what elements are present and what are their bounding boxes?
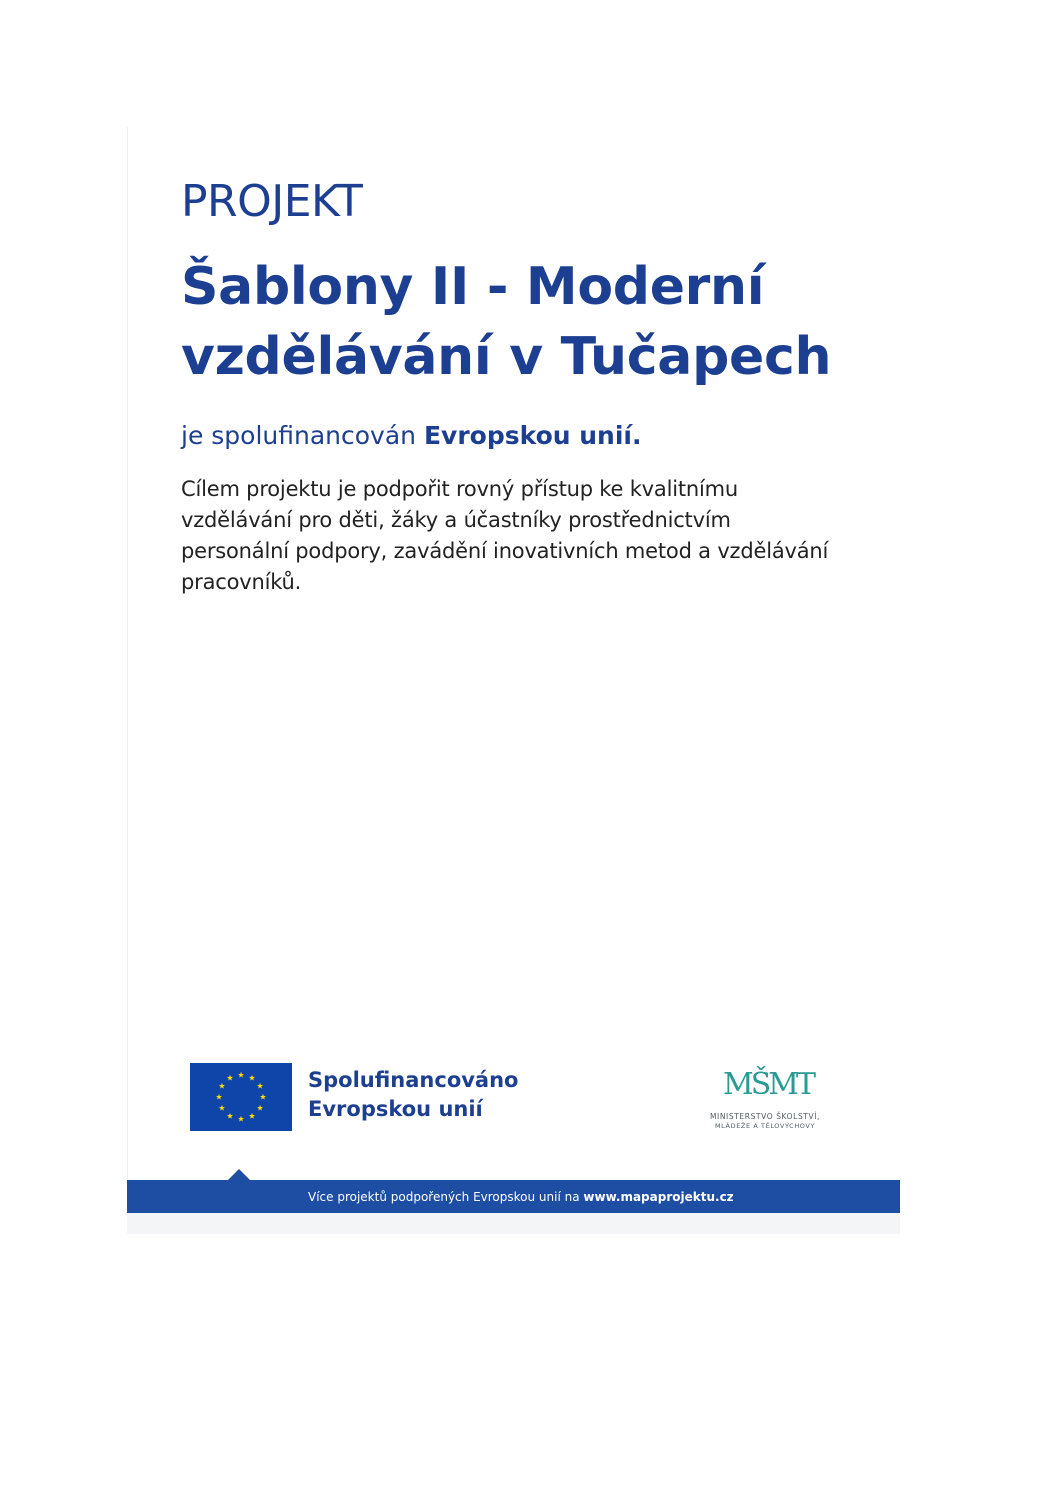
eu-cofinancing-logo-text (308, 1066, 518, 1124)
eu-logo-line-2: Evropskou unií (308, 1097, 483, 1121)
project-title-line-1: Šablony II - Moderní (181, 257, 765, 317)
cofinancing-emphasis: Evropskou unií. (423, 421, 642, 450)
eu-star-icon (238, 1116, 244, 1122)
description-line-4: pracovníků. (181, 570, 302, 594)
eu-star-icon (257, 1105, 263, 1111)
description-line-2: vzdělávání pro děti, žáky a účastníky prostřednictvím (181, 508, 731, 532)
project-label: PROJEKT (181, 176, 363, 227)
eu-star-icon (227, 1113, 233, 1119)
project-title-line-2: vzdělávání v Tučapech (181, 327, 832, 387)
footer-link[interactable]: www.mapaprojektu.cz (583, 1190, 734, 1204)
msmt-logo-line-2: MLÁDEŽE A TĚLOVÝCHOVY (714, 1122, 816, 1130)
msmt-mark-graphic (690, 1060, 840, 1112)
footer-text (308, 1189, 734, 1205)
cofinancing-statement (181, 418, 642, 454)
description-line-1: Cílem projektu je podpořit rovný přístup ke kvalitnímu (181, 477, 738, 501)
eu-flag-icon (190, 1063, 292, 1131)
eu-star-icon (216, 1094, 222, 1100)
eu-star-icon (249, 1075, 255, 1081)
eu-star-icon (219, 1083, 225, 1089)
eu-star-icon (257, 1083, 263, 1089)
eu-logo-line-1: Spolufinancováno (308, 1068, 519, 1092)
project-description (181, 474, 861, 598)
eu-star-icon (249, 1113, 255, 1119)
msmt-logo-icon (690, 1060, 840, 1136)
eu-star-icon (238, 1072, 244, 1078)
page-edge (127, 127, 128, 1234)
eu-flag-graphic (190, 1063, 292, 1131)
msmt-logo-line-1: MINISTERSTVO ŠKOLSTVÍ, (709, 1112, 821, 1121)
eu-star-icon (260, 1094, 266, 1100)
description-line-3: personální podpory, zavádění inovativních metod a vzdělávání (181, 539, 829, 563)
page-bottom-strip (127, 1213, 900, 1234)
msmt-mark: MŠMT (723, 1067, 813, 1102)
eu-star-icon (219, 1105, 225, 1111)
footer-notch (228, 1169, 250, 1180)
project-title (181, 252, 881, 392)
eu-star-icon (227, 1075, 233, 1081)
footer-lead-text: Více projektů podpořených Evropskou unií na (308, 1190, 580, 1204)
footer-bar (127, 1180, 900, 1213)
cofinancing-prefix: je spolufinancován (181, 421, 417, 450)
